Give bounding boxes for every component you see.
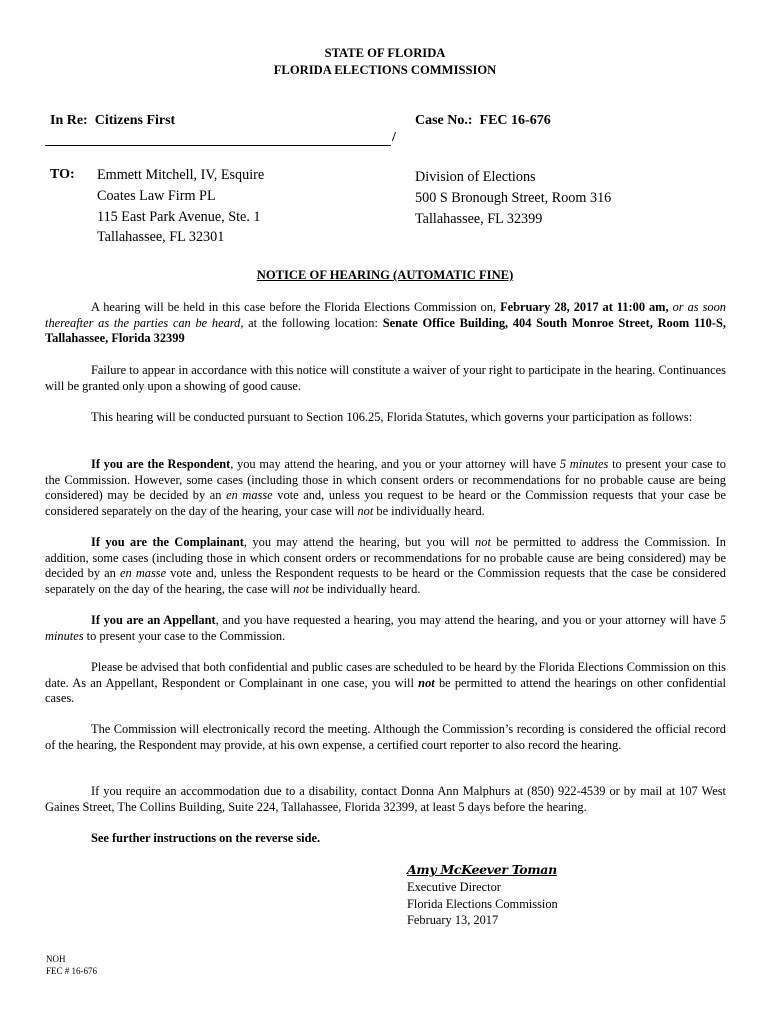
reverse-side-note: See further instructions on the reverse side. — [91, 831, 321, 845]
signer-organization: Florida Elections Commission — [407, 896, 558, 911]
paragraph-hearing-details: A hearing will be held in this case before the Florida Elections Commission on, February 28, 2017 at 11:00 am, or as soon thereafter as the parties can be heard, at the following location: Senate Office Building, 404 South Monroe Street, Room 110-S, Tallahassee, Florida 32399 — [45, 300, 726, 346]
paragraph-accommodation: If you require an accommodation due to a disability, contact Donna Ann Malphurs at (850) 922-4539 or by mail at 107 West Gaines Street, The Collins Building, Suite 224, Tallahassee, Florida 32399, at least 5 days before the hearing. — [45, 784, 726, 814]
to-label: TO: — [50, 167, 75, 182]
header-commission: FLORIDA ELECTIONS COMMISSION — [273, 63, 497, 77]
signature-block — [407, 879, 558, 929]
caption-rule — [45, 145, 391, 146]
paragraph-appellant: If you are an Appellant, and you have requested a hearing, you may attend the hearing, and you or your attorney will have 5 minutes to present your case to the Commission. — [45, 613, 726, 643]
footer-case-ref: FEC # 16-676 — [46, 966, 98, 976]
recipient-address — [97, 165, 264, 248]
signature-date: February 13, 2017 — [407, 913, 499, 928]
case-no-label: Case No.: — [415, 113, 473, 128]
in-re-label: In Re: — [50, 113, 88, 128]
signer-title: Executive Director — [407, 880, 501, 894]
paragraph-complainant: If you are the Complainant, you may attend the hearing, but you will not be permitted to address the Commission. In addition, some cases (including those in which consent orders or recommendations for no probable cause are being considered) may be decided by an en masse vote and, unless the Respondent requests to be heard or the Commission requests that the case be considered separately on the day of the hearing, the case will not be individually heard. — [45, 535, 726, 596]
division-address — [415, 167, 611, 229]
paragraph-failure-to-appear: Failure to appear in accordance with this notice will constitute a waiver of your right to participate in the hearing. Continuances will be granted only upon a showing of good cause. — [45, 363, 726, 393]
division-name: Division of Elections — [415, 169, 536, 185]
caption-slash: / — [392, 130, 396, 145]
recipient-street: 115 East Park Avenue, Ste. 1 — [97, 208, 261, 225]
paragraph-statute: This hearing will be conducted pursuant to Section 106.25, Florida Statutes, which governs your participation as follows: — [91, 410, 693, 424]
header-state: STATE OF FLORIDA — [324, 46, 446, 60]
notice-title: NOTICE OF HEARING (AUTOMATIC FINE) — [256, 268, 514, 282]
in-re-value: Citizens First — [94, 113, 176, 128]
signature: Amy McKeever Toman — [407, 862, 557, 877]
recipient-name: Emmett Mitchell, IV, Esquire — [97, 167, 265, 183]
paragraph-recording: The Commission will electronically record the meeting. Although the Commission’s recording is considered the official record of the hearing, the Respondent may provide, at his own expense, a certified court reporter to also record the hearing. — [45, 722, 726, 752]
case-no-value: FEC 16-676 — [479, 113, 551, 128]
recipient-city: Tallahassee, FL 32301 — [97, 229, 225, 246]
paragraph-confidential-cases: Please be advised that both confidential and public cases are scheduled to be heard by the Florida Elections Commission on this date. As an Appellant, Respondent or Complainant in one case, you will not be permitted to attend the hearings on other confidential cases. — [45, 660, 726, 706]
paragraph-respondent: If you are the Respondent, you may attend the hearing, and you or your attorney will have 5 minutes to present your case to the Commission. However, some cases (including those in which consent orders or recommendations for no probable cause are being considered) may be decided by an en masse vote and, unless you request to be heard or the Commission requests that your case be considered separately on the day of the hearing, your case will not be individually heard. — [45, 457, 727, 518]
division-city: Tallahassee, FL 32399 — [415, 210, 543, 227]
footer — [46, 953, 97, 977]
footer-doc-type: NOH — [46, 954, 66, 964]
in-re — [50, 113, 175, 129]
division-street: 500 S Bronough Street, Room 316 — [415, 189, 612, 206]
case-number — [415, 113, 551, 129]
recipient-firm: Coates Law Firm PL — [97, 187, 216, 204]
